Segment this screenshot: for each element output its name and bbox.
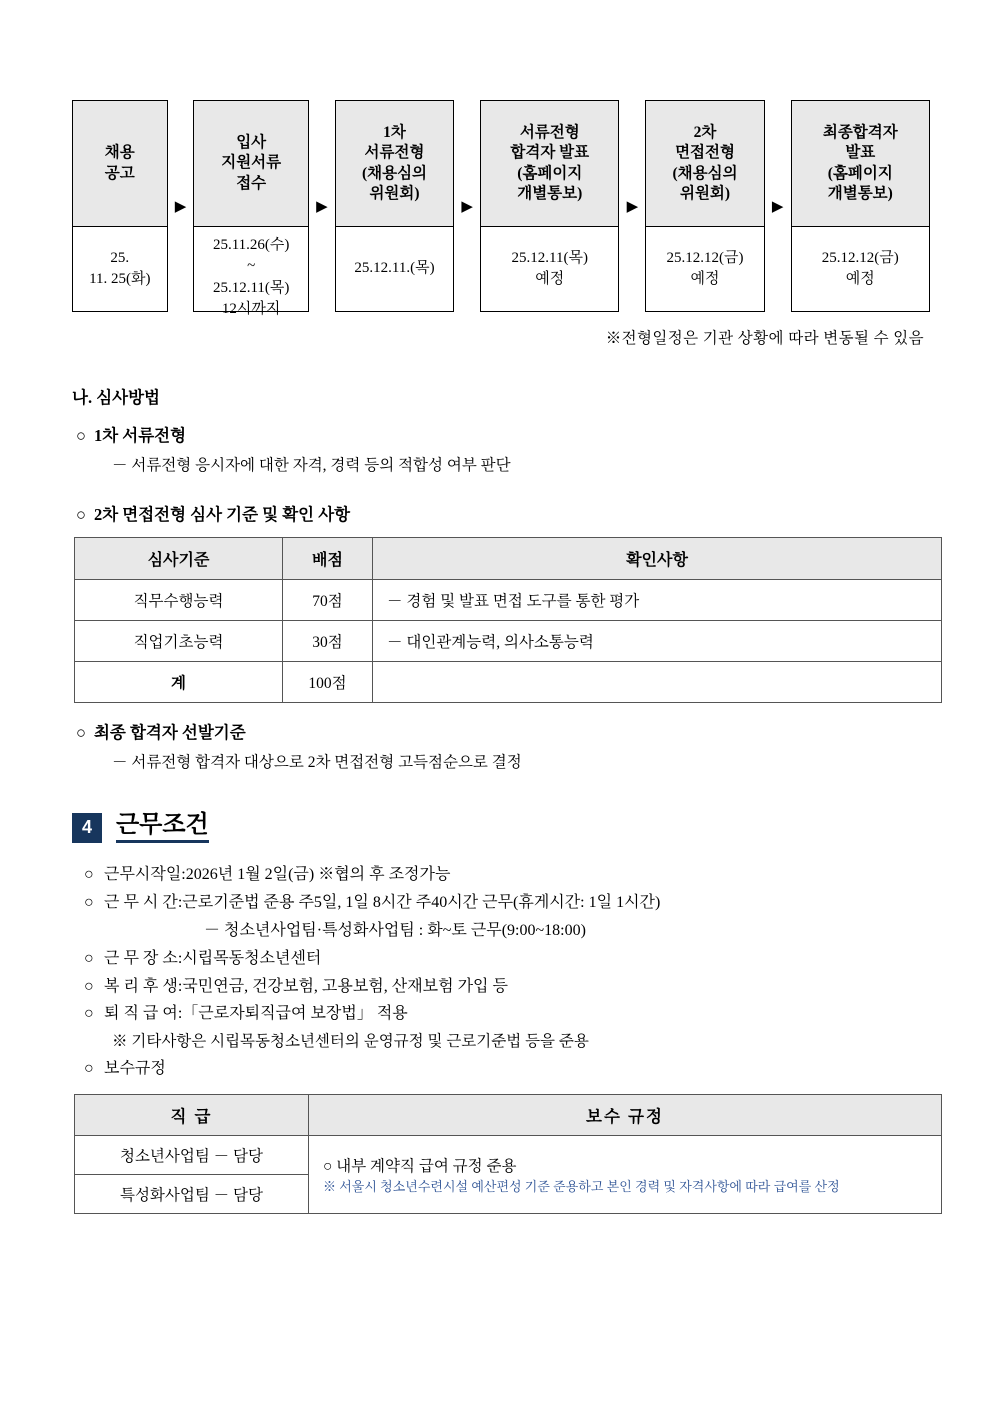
circle-bullet-icon: ○: [76, 505, 86, 524]
review-item-2-title: [76, 501, 930, 525]
flow-step-2-body: [336, 227, 453, 311]
flow-step-2-head-line: 서류전형: [364, 144, 425, 162]
flow-step-5: [791, 100, 930, 312]
circle-bullet-icon: ○: [84, 1060, 94, 1078]
flow-arrow-icon: [168, 100, 194, 312]
flow-step-5-body-line: 25.12.12(금): [821, 249, 899, 266]
flow-step-1-head-line: 입사: [236, 133, 267, 151]
condition-pay-rule: [84, 1057, 930, 1082]
flow-step-5-head-line: (홈페이지: [827, 164, 893, 182]
cell-pay-rule: [309, 1135, 942, 1213]
condition-value: 국민연금, 건강보험, 고용보험, 산재보험 가입 등: [182, 977, 508, 995]
review-item-3-title: [76, 719, 930, 743]
condition-work-hours: [84, 891, 930, 916]
flow-step-3-body-line: 예정: [535, 271, 565, 287]
circle-bullet-icon: ○: [84, 866, 94, 884]
table-row: [75, 1135, 942, 1174]
flow-step-3-body: [481, 227, 618, 311]
flow-step-4-head-line: 위원회): [679, 184, 731, 202]
condition-separator: :: [177, 977, 183, 995]
review-item-1-title: [76, 422, 930, 446]
flow-step-3-head-line: (홈페이지: [517, 164, 583, 182]
table-row: [75, 580, 942, 621]
condition-work-hours-sub: － 청소년사업팀·특성화사업팀 : 화~토 근무(9:00~18:00): [204, 921, 586, 939]
flow-step-4: [645, 100, 764, 312]
circle-bullet-icon: ○: [76, 723, 86, 742]
table-header-row: [75, 538, 942, 580]
flow-step-4-body-line: 25.12.12(금): [666, 249, 744, 266]
col-rank: 직 급: [75, 1094, 309, 1135]
flow-step-1-body-line: ~: [247, 258, 256, 275]
flow-step-5-head: [792, 101, 929, 227]
flow-step-4-body-line: 예정: [690, 271, 720, 287]
cell-points: 70점: [283, 580, 373, 621]
review-item-3-detail: － 서류전형 합격자 대상으로 2차 면접전형 고득점순으로 결정: [112, 754, 522, 771]
flow-step-2-body-line: 25.12.11.(목): [354, 260, 435, 277]
condition-label: 근 무 시 간: [104, 894, 178, 912]
condition-separator: :: [177, 949, 183, 967]
flow-step-4-head-line: (채용심의: [672, 164, 738, 182]
pay-rule-note: ※ 서울시 청소년수련시설 예산편성 기준 준용하고 본인 경력 및 자격사항에 따라 급여를 산정: [323, 1178, 840, 1194]
condition-value: 근로기준법 준용 주5일, 1일 8시간 주40시간 근무(휴게시간: 1일 1시간): [182, 894, 661, 912]
condition-value: 「근로자퇴직급여 보장법」 적용: [182, 1005, 408, 1023]
arrow-glyph: ▶: [316, 198, 328, 215]
schedule-note: ※전형일정은 기관 상황에 따라 변동될 수 있음: [605, 330, 924, 347]
flow-step-1-head-line: 지원서류: [221, 154, 282, 172]
condition-separator: :: [181, 866, 186, 884]
circle-bullet-icon: ○: [76, 426, 86, 445]
circle-bullet-icon: ○: [84, 977, 94, 995]
flow-step-0-head-line: 공고: [104, 164, 135, 182]
flow-step-3-body-line: 25.12.11(목): [511, 249, 588, 266]
table-row-total: [75, 662, 942, 703]
flow-step-3-head-line: 합격자 발표: [510, 144, 590, 162]
cell-checkpoints: － 대인관계능력, 의사소통능력: [373, 621, 942, 662]
flow-step-5-head-line: 발표: [845, 144, 876, 162]
condition-value: 2026년 1월 2일(금) ※협의 후 조정가능: [185, 866, 451, 884]
flow-step-3-head: [481, 101, 618, 227]
condition-label: 보수규정: [104, 1060, 166, 1078]
condition-value: 시립목동청소년센터: [182, 949, 322, 967]
flow-step-2-head-line: 1차: [383, 123, 406, 141]
flow-step-4-body: [646, 227, 763, 311]
cell-total-points: 100점: [283, 662, 373, 703]
pay-regulation-table: [74, 1094, 942, 1214]
flow-step-1-body-line: 25.11.26(수): [212, 237, 290, 253]
arrow-glyph: ▶: [174, 198, 187, 215]
flow-step-0-head-line: 채용: [104, 144, 135, 162]
condition-severance: [84, 1002, 930, 1027]
flow-arrow-icon: [619, 100, 645, 312]
condition-label: 퇴 직 급 여: [104, 1005, 178, 1023]
cell-total-label: 계: [75, 662, 283, 703]
condition-label: 근 무 장 소: [104, 949, 178, 967]
flow-step-0-body-line: 11. 25(화): [89, 271, 151, 287]
col-points: 배점: [283, 538, 373, 580]
circle-bullet-icon: ○: [84, 1005, 94, 1023]
circle-bullet-icon: ○: [84, 949, 94, 967]
condition-etc-note: ※ 기타사항은 시립목동청소년센터의 운영규정 및 근로기준법 등을 준용: [112, 1033, 589, 1051]
flow-step-2-head-line: 위원회): [369, 184, 420, 202]
table-header-row: [75, 1094, 942, 1135]
cell-rank: 특성화사업팀 － 담당: [75, 1174, 309, 1213]
flow-step-1-head-line: 접수: [236, 174, 267, 192]
flow-step-0-head: [73, 101, 167, 227]
cell-checkpoints: － 경험 및 발표 면접 도구를 통한 평가: [373, 580, 942, 621]
flow-step-0: [72, 100, 168, 312]
table-row: [75, 621, 942, 662]
flow-step-1-body: [194, 227, 307, 328]
flow-step-5-head-line: 개별통보): [827, 184, 893, 202]
condition-label: 근무시작일: [104, 866, 182, 884]
condition-start-date: [84, 863, 930, 888]
flow-step-1-body-line: 12시까지: [221, 300, 281, 317]
col-checkpoints: 확인사항: [373, 538, 942, 580]
flow-arrow-icon: [454, 100, 480, 312]
arrow-glyph: ▶: [461, 198, 473, 215]
col-pay-rule: 보수 규정: [309, 1094, 942, 1135]
flow-step-0-body-line: 25.: [110, 249, 130, 266]
cell-points: 30점: [283, 621, 373, 662]
flow-step-2-head: [336, 101, 453, 227]
circle-bullet-icon: ○: [84, 894, 94, 912]
condition-benefits: [84, 975, 930, 1000]
condition-separator: :: [177, 894, 183, 912]
flow-step-1-body-line: 25.12.11(목): [212, 279, 290, 296]
pay-rule-main: ○ 내부 계약직 급여 규정 준용: [323, 1157, 517, 1175]
flow-arrow-icon: [765, 100, 791, 312]
cell-total-blank: [373, 662, 942, 703]
flow-step-3: [480, 100, 619, 312]
working-conditions-list: [84, 863, 930, 1082]
section-number-badge: 4: [72, 813, 102, 843]
review-item-1-detail: － 서류전형 응시자에 대한 자격, 경력 등의 적합성 여부 판단: [112, 457, 511, 474]
flow-step-4-head-line: 2차: [693, 123, 717, 141]
flow-step-4-head-line: 면접전형: [675, 144, 735, 162]
arrow-glyph: ▶: [626, 198, 639, 215]
recruitment-schedule-flow: [72, 100, 930, 317]
flow-arrow-icon: [309, 100, 335, 312]
condition-label: 복 리 후 생: [104, 977, 178, 995]
interview-criteria-table: [74, 537, 942, 703]
flow-step-3-head-line: 개별통보): [517, 184, 583, 202]
flow-step-5-head-line: 최종합격자: [822, 123, 898, 141]
review-item-3-label: 최종 합격자 선발기준: [93, 723, 246, 742]
condition-separator: :: [177, 1005, 183, 1023]
flow-step-1-head: [194, 101, 307, 227]
condition-work-place: [84, 947, 930, 972]
cell-criteria: 직업기초능력: [75, 621, 283, 662]
section-title: 근무조건: [116, 812, 209, 843]
flow-step-5-body-line: 예정: [845, 271, 875, 287]
flow-step-5-body: [792, 227, 929, 311]
flow-step-0-body: [73, 227, 167, 311]
review-item-2-label: 2차 면접전형 심사 기준 및 확인 사항: [93, 505, 351, 524]
flow-step-1: [193, 100, 308, 317]
col-criteria: 심사기준: [75, 538, 283, 580]
flow-step-2-head-line: (채용심의: [361, 164, 428, 182]
arrow-glyph: ▶: [771, 198, 784, 215]
flow-step-4-head: [646, 101, 763, 227]
cell-criteria: 직무수행능력: [75, 580, 283, 621]
review-item-1-label: 1차 서류전형: [93, 426, 187, 445]
flow-step-2: [335, 100, 454, 312]
cell-rank: 청소년사업팀 － 담당: [75, 1135, 309, 1174]
flow-step-3-head-line: 서류전형: [519, 123, 580, 141]
section-4-heading: [72, 812, 930, 843]
review-method-heading: 나. 심사방법: [72, 388, 160, 407]
